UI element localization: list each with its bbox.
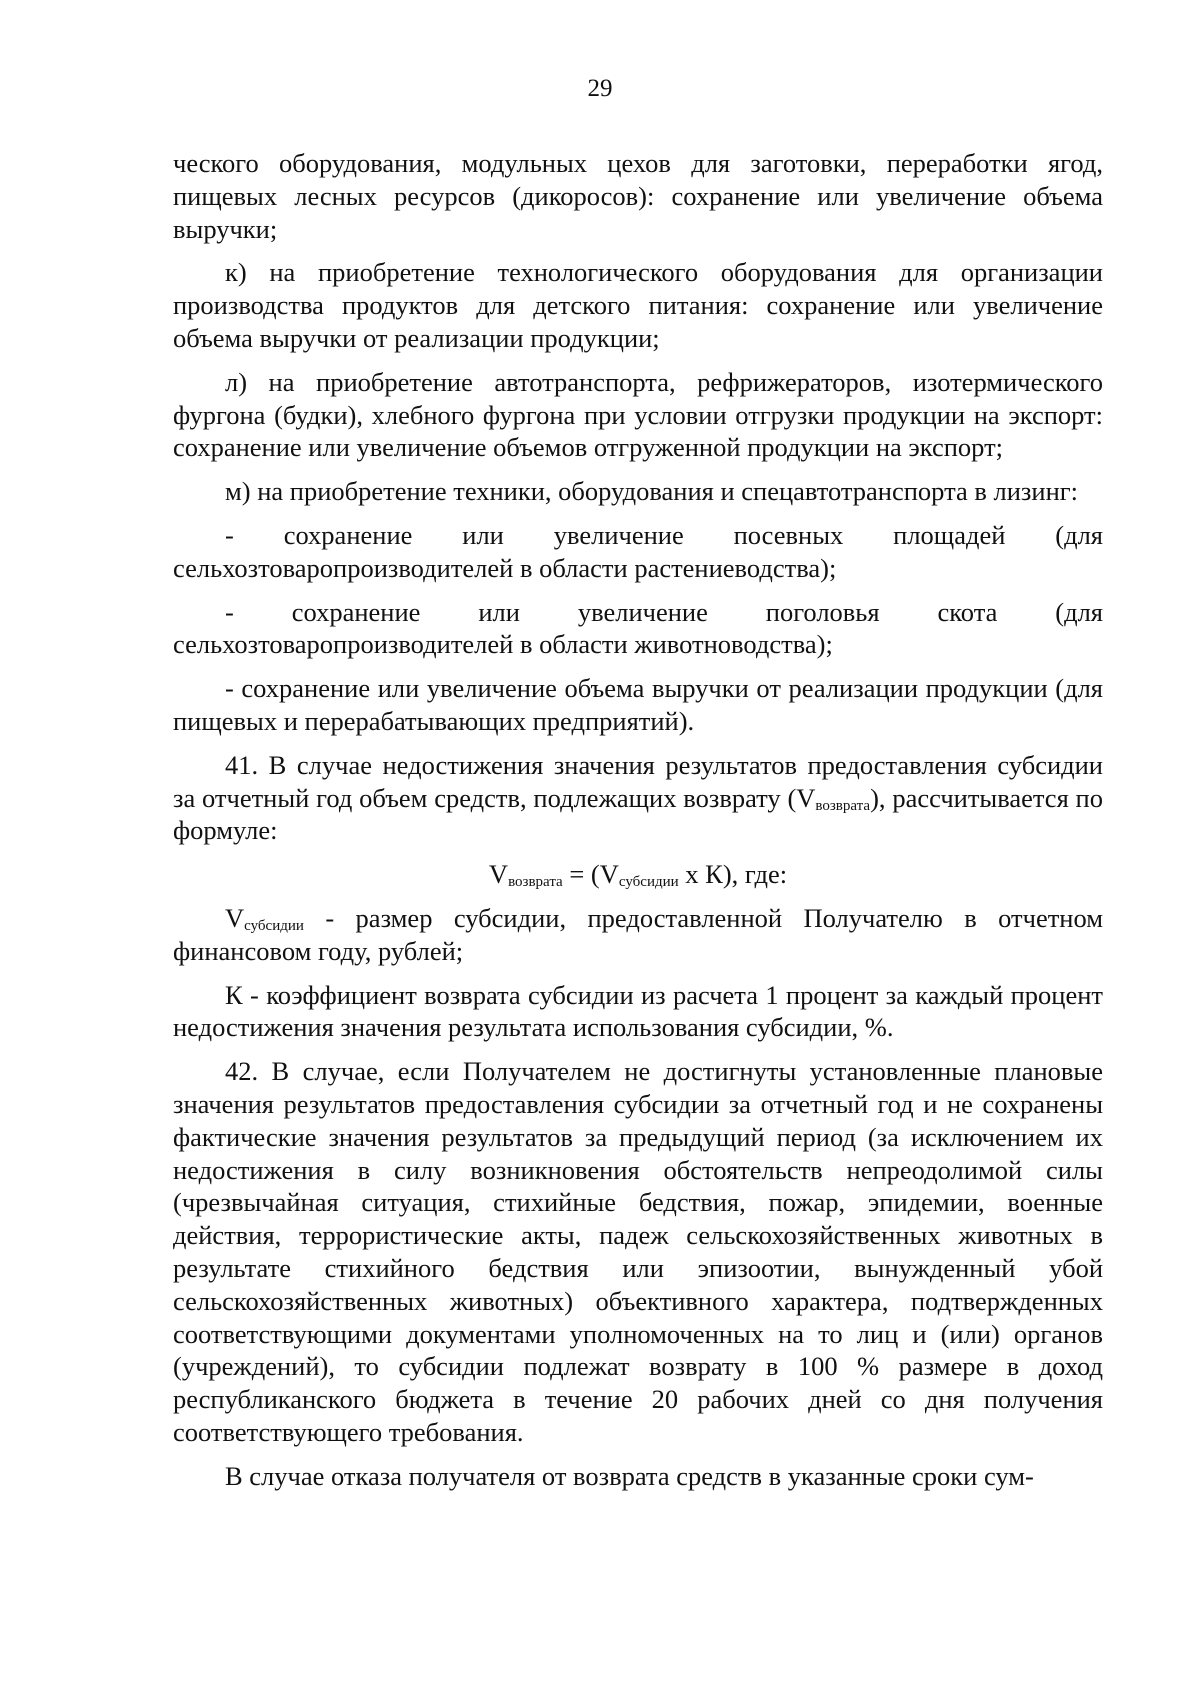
paragraph-41 bbox=[173, 749, 1103, 847]
formula-rest: x К), где: bbox=[678, 859, 788, 890]
page-number: 29 bbox=[587, 75, 613, 102]
subscript-subsidii: субсидии bbox=[244, 917, 304, 934]
formula-v1: V bbox=[488, 859, 509, 890]
paragraph-dash-revenue: - сохранение или увеличение объема выручки от реализации продукции (для пищевых и перерабатывающих предприятий). bbox=[173, 673, 1103, 736]
paragraph-item-k: к) на приобретение технологического оборудования для организации производства продуктов для детского питания: сохранение или увеличение объема выручки от реализации продукции; bbox=[173, 257, 1103, 353]
formula-v2-subscript: субсидии bbox=[618, 874, 679, 891]
formula bbox=[173, 858, 1103, 891]
paragraph-dash-crops: - сохранение или увеличение посевных площадей (для сельхозтоваропроизводителей в области растениеводства); bbox=[173, 519, 1103, 583]
paragraph-41-text-start: 41. В случае недостижения значения результатов предоставления субсидии за отчетный год объем средств, подлежащих возврату (V bbox=[173, 749, 1103, 813]
paragraph-dash-livestock: - сохранение или увеличение поголовья скота (для сельхозтоваропроизводителей в области животноводства); bbox=[173, 596, 1103, 660]
paragraph-k-coefficient: К - коэффициент возврата субсидии из расчета 1 процент за каждый процент недостижения значения результата использования субсидии, %. bbox=[173, 979, 1103, 1043]
paragraph-item-m: м) на приобретение техники, оборудования и спецавтотранспорта в лизинг: bbox=[225, 476, 1078, 507]
paragraph-v-subsidy bbox=[173, 902, 1103, 968]
formula-equals: = (V bbox=[562, 859, 619, 890]
document-body bbox=[173, 147, 1103, 1503]
v-subsidy-definition: - размер субсидии, предоставленной Получателю в отчетном финансовом году, рублей; bbox=[173, 902, 1103, 966]
paragraph-refusal: В случае отказа получателя от возврата средств в указанные сроки сум- bbox=[225, 1460, 1034, 1491]
paragraph-42: 42. В случае, если Получателем не достигнуты установленные плановые значения результатов предоставления субсидии за отчетный год и не сохранены фактические значения результатов за предыдущий период (за исключением их недостижения в силу возникновения обстоятельств непреодолимой силы (чрезвычайная ситуация, стихийные бедствия, пожар, эпидемии, военные действия, террористические акты, падеж сельскохозяйственных животных в результате стихийного бедствия или эпизоотии, вынужденный убой сельскохозяйственных животных) объективного характера, подтвержденных соответствующими документами уполномоченных на то лиц и (или) органов (учреждений), то субсидии подлежат возврату в 100 % размере в доход республиканского бюджета в течение 20 рабочих дней со дня получения соответствующего требования. bbox=[173, 1056, 1103, 1447]
formula-v1-subscript: возврата bbox=[508, 874, 563, 891]
paragraph-continuation: ческого оборудования, модульных цехов для заготовки, переработки ягод, пищевых лесных ресурсов (дикоросов): сохранение или увеличение объема выручки; bbox=[173, 148, 1103, 244]
subscript-vozvrata: возврата bbox=[815, 797, 871, 814]
v-symbol: V bbox=[225, 902, 245, 933]
paragraph-item-l: л) на приобретение автотранспорта, рефрижераторов, изотермического фургона (будки), хлебного фургона при условии отгрузки продукции на экспорт: сохранение или увеличение объемов отгруженной продукции на экспорт; bbox=[173, 366, 1103, 463]
paragraph-41-text-end: ), рассчитывается по формуле: bbox=[173, 782, 1103, 846]
